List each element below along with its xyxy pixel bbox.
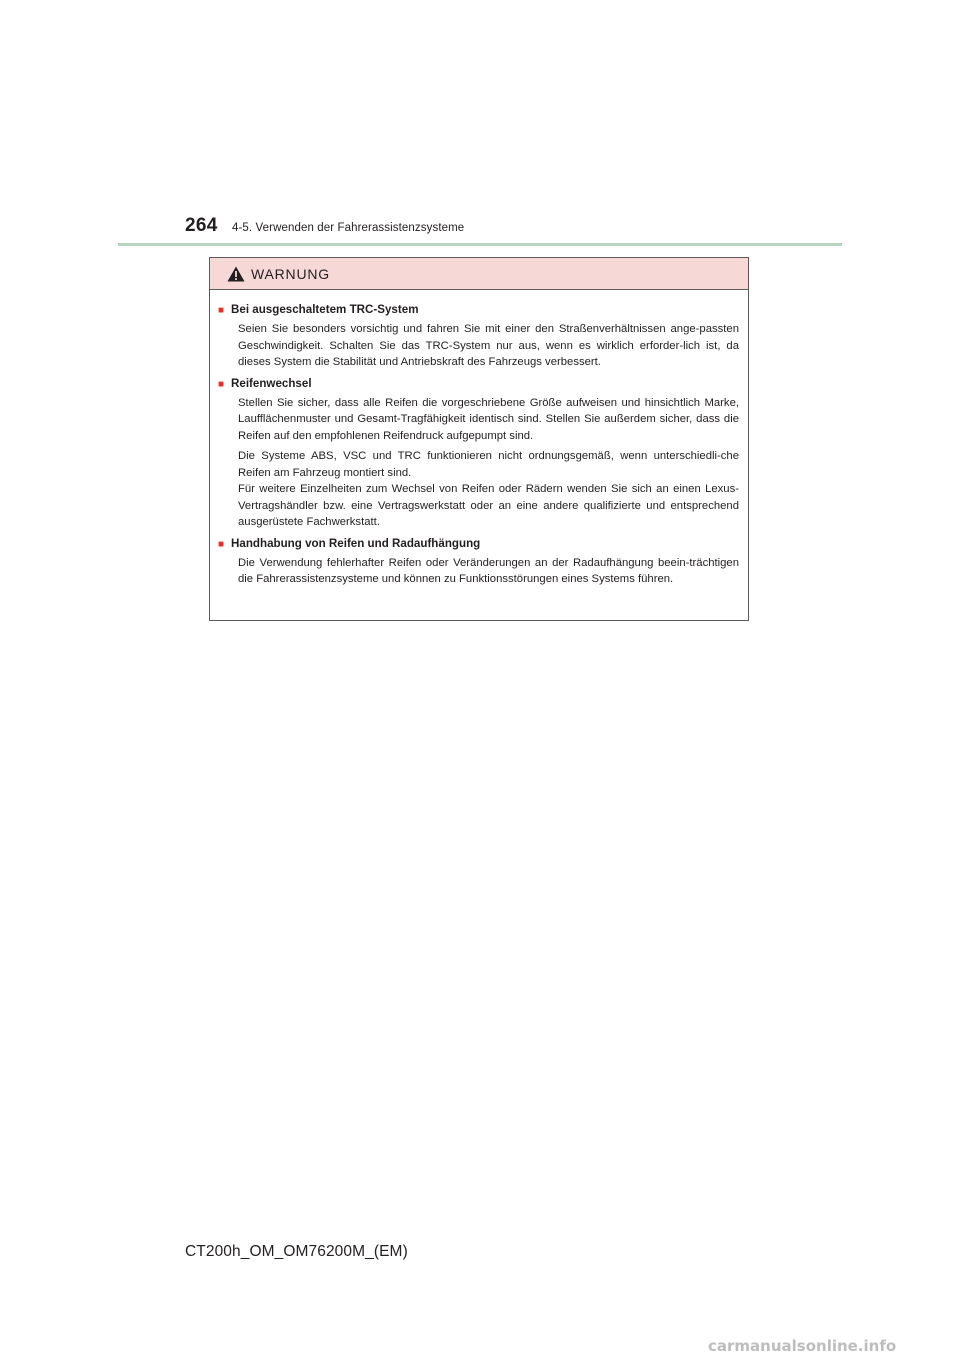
- warning-triangle-icon: [227, 266, 245, 282]
- section-title: 4-5. Verwenden der Fahrerassistenzsysteme: [232, 222, 465, 234]
- page-number: 264: [185, 215, 218, 236]
- warning-item-trc-off: [218, 302, 739, 371]
- item-paragraph: Stellen Sie sicher, dass alle Reifen die vorgeschriebene Größe aufweisen und hinsichtlich Marke, Laufflächenmuster und Gesamt-Tragfähigkeit identisch sind. Stellen Sie außerdem sicher, dass die Reifen auf den empfohlenen Reifendruck aufgepumpt sind.: [238, 396, 739, 442]
- item-paragraph: Für weitere Einzelheiten zum Wechsel von Reifen oder Rädern wenden Sie sich an einen Lexus-Vertragshändler bzw. eine Vertragswerkstatt oder an eine andere qualifizierte und entsprechend ausgerüstete Fachwerkstatt.: [238, 483, 739, 528]
- item-paragraph: Seien Sie besonders vorsichtig und fahren Sie mit einer den Straßenverhältnissen ange-passten Geschwindigkeit. Schalten Sie das TRC-System nur aus, wenn es wirklich erforder-lich ist, da dieses System die Stabilität und Antriebskraft des Fahrzeugs verbessert.: [238, 323, 739, 368]
- document-code: CT200h_OM_OM76200M_(EM): [185, 1243, 408, 1260]
- item-heading: Reifenwechsel: [231, 376, 312, 390]
- item-heading: Bei ausgeschaltetem TRC-System: [231, 303, 419, 316]
- header-rule: [118, 243, 842, 246]
- warning-item-tire-change: [218, 376, 739, 531]
- bullet-icon: ■: [218, 305, 225, 316]
- warning-box: [209, 257, 749, 621]
- watermark: carmanualsonline.info: [700, 1334, 960, 1358]
- warning-header: [210, 258, 748, 290]
- warning-body: [210, 290, 748, 588]
- warning-item-suspension: [218, 536, 739, 588]
- item-paragraph: Die Verwendung fehlerhafter Reifen oder Veränderungen an der Radaufhängung beein-trächtigen die Fahrerassistenzsysteme und können zu Funktionsstörungen eines Systems führen.: [238, 556, 739, 585]
- item-heading: Handhabung von Reifen und Radaufhängung: [231, 536, 481, 550]
- warning-title: WARNUNG: [251, 265, 330, 282]
- item-paragraph: Die Systeme ABS, VSC und TRC funktionieren nicht ordnungsgemäß, wenn unterschiedli-che Reifen am Fahrzeug montiert sind.: [238, 450, 739, 479]
- bullet-icon: ■: [218, 538, 225, 550]
- bullet-icon: ■: [218, 378, 225, 390]
